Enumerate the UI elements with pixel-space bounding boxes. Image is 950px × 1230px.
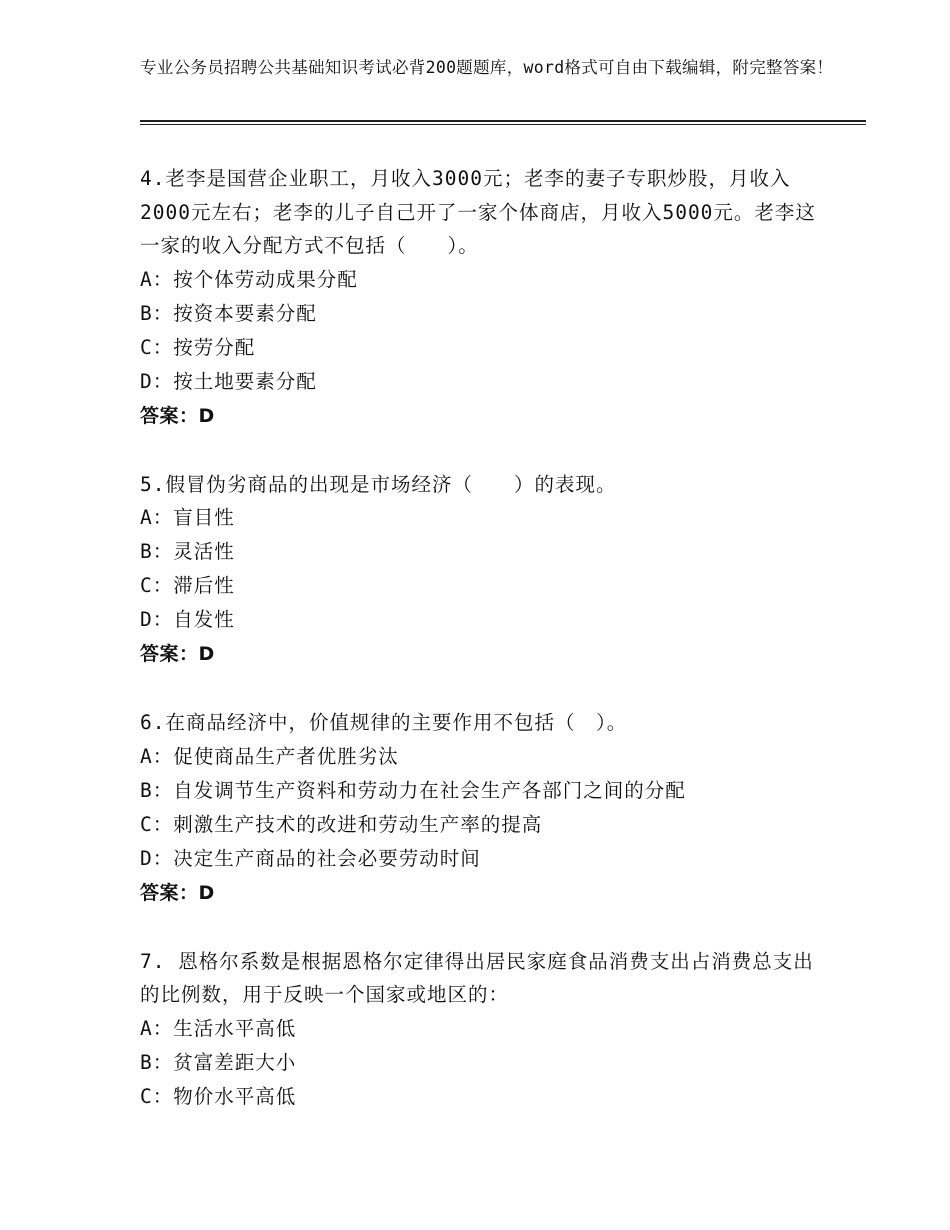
- question-7: [140, 945, 830, 1114]
- option-b: B：自发调节生产资料和劳动力在社会生产各部门之间的分配: [140, 778, 686, 802]
- question-5: [140, 468, 830, 672]
- header-divider-thick: [140, 120, 866, 122]
- question-stem: 5.假冒伪劣商品的出现是市场经济（ ）的表现。: [140, 472, 617, 496]
- header-divider: [140, 120, 866, 125]
- option-c: C：物价水平高低: [140, 1084, 297, 1108]
- option-b: B：贫富差距大小: [140, 1050, 297, 1074]
- answer-label: 答案：D: [140, 643, 215, 665]
- option-d: D：自发性: [140, 608, 235, 631]
- header-text: 专业公务员招聘公共基础知识考试必背200题题库，word格式可自由下载编辑，附完整答案！: [140, 58, 834, 77]
- option-b: B：按资本要素分配: [140, 301, 317, 325]
- option-c: C：按劳分配: [140, 335, 256, 359]
- option-a: A：盲目性: [140, 506, 235, 529]
- option-d: D：决定生产商品的社会必要劳动时间: [140, 846, 481, 870]
- option-a: A：生活水平高低: [140, 1016, 297, 1040]
- question-stem: 4.老李是国营企业职工，月收入3000元；老李的妻子专职炒股，月收入2000元左右；老李的儿子自己开了一家个体商店，月收入5000元。老李这一家的收入分配方式不包括（ ）。: [140, 167, 816, 257]
- option-a: A：按个体劳动成果分配: [140, 267, 358, 291]
- option-c: C：刺激生产技术的改进和劳动生产率的提高: [140, 812, 543, 836]
- answer-label: 答案：D: [140, 404, 215, 427]
- question-stem: 7. 恩格尔系数是根据恩格尔定律得出居民家庭食品消费支出占消费总支出的比例数，用于反映一个国家或地区的：: [140, 949, 814, 1006]
- question-4: [140, 162, 830, 433]
- document-header: [140, 56, 840, 79]
- question-stem: 6.在商品经济中，价值规律的主要作用不包括（ ）。: [140, 711, 628, 734]
- header-divider-thin: [140, 124, 866, 125]
- option-b: B：灵活性: [140, 540, 235, 563]
- question-list: [140, 162, 830, 1149]
- option-a: A：促使商品生产者优胜劣汰: [140, 744, 399, 768]
- option-d: D：按土地要素分配: [140, 369, 317, 393]
- answer-label: 答案：D: [140, 881, 215, 904]
- question-6: [140, 706, 830, 910]
- option-c: C：滞后性: [140, 574, 235, 597]
